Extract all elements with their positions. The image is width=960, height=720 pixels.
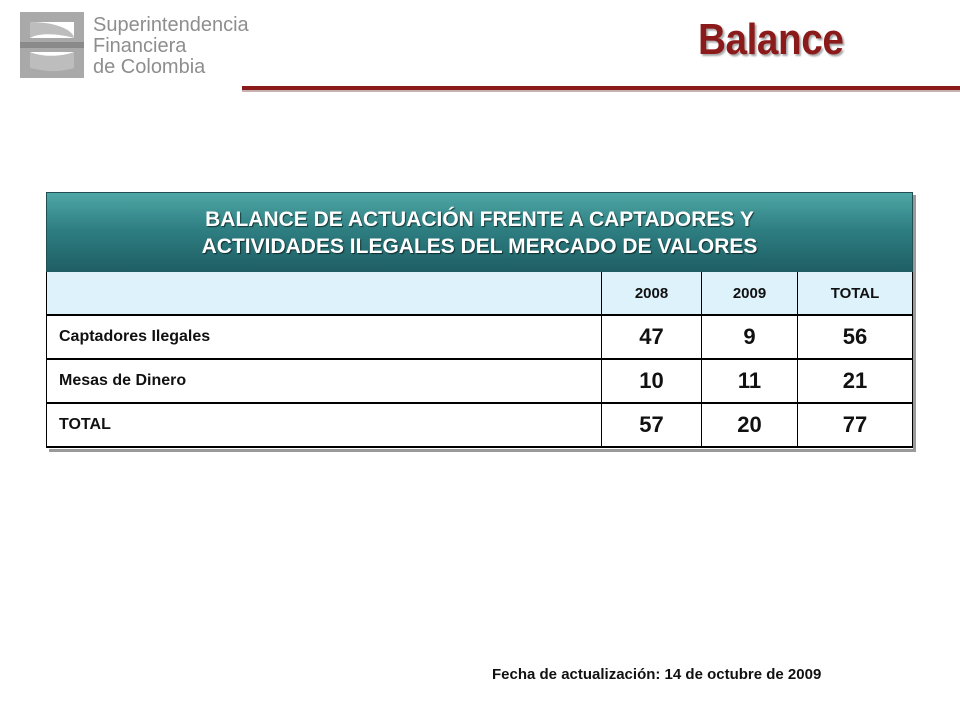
update-date-note: Fecha de actualización: 14 de octubre de 2009 xyxy=(492,666,822,683)
table-row xyxy=(46,316,913,360)
logo-wordmark xyxy=(93,15,249,78)
cell-total: 56 xyxy=(798,316,913,360)
cell-2008: 47 xyxy=(602,316,702,360)
logo-line-2: Financiera xyxy=(93,35,187,57)
column-header-2008: 2008 xyxy=(602,272,702,316)
logo-line-3: de Colombia xyxy=(93,56,206,78)
cell-2009: 11 xyxy=(702,360,798,404)
superintendencia-logo-icon xyxy=(20,12,84,78)
column-header-2009: 2009 xyxy=(702,272,798,316)
cell-2008: 57 xyxy=(602,404,702,448)
column-header-label xyxy=(46,272,602,316)
table-title xyxy=(46,192,913,274)
table-row xyxy=(46,360,913,404)
table-title-line-2: ACTIVIDADES ILEGALES DEL MERCADO DE VALORES xyxy=(201,235,758,258)
cell-2008: 10 xyxy=(602,360,702,404)
page-title: Balance xyxy=(698,15,844,64)
cell-2009: 9 xyxy=(702,316,798,360)
table-row-total xyxy=(46,404,913,448)
organization-logo xyxy=(20,12,260,82)
row-label: Captadores Ilegales xyxy=(46,316,602,360)
balance-table xyxy=(46,192,913,449)
header-divider-shadow xyxy=(242,90,960,92)
cell-2009: 20 xyxy=(702,404,798,448)
table-title-line-1: BALANCE DE ACTUACIÓN FRENTE A CAPTADORES Y xyxy=(205,208,754,231)
column-header-total: TOTAL xyxy=(798,272,913,316)
cell-total: 77 xyxy=(798,404,913,448)
row-label: Mesas de Dinero xyxy=(46,360,602,404)
logo-line-1: Superintendencia xyxy=(93,14,249,36)
row-label: TOTAL xyxy=(46,404,602,448)
table-header-row xyxy=(46,272,913,316)
cell-total: 21 xyxy=(798,360,913,404)
